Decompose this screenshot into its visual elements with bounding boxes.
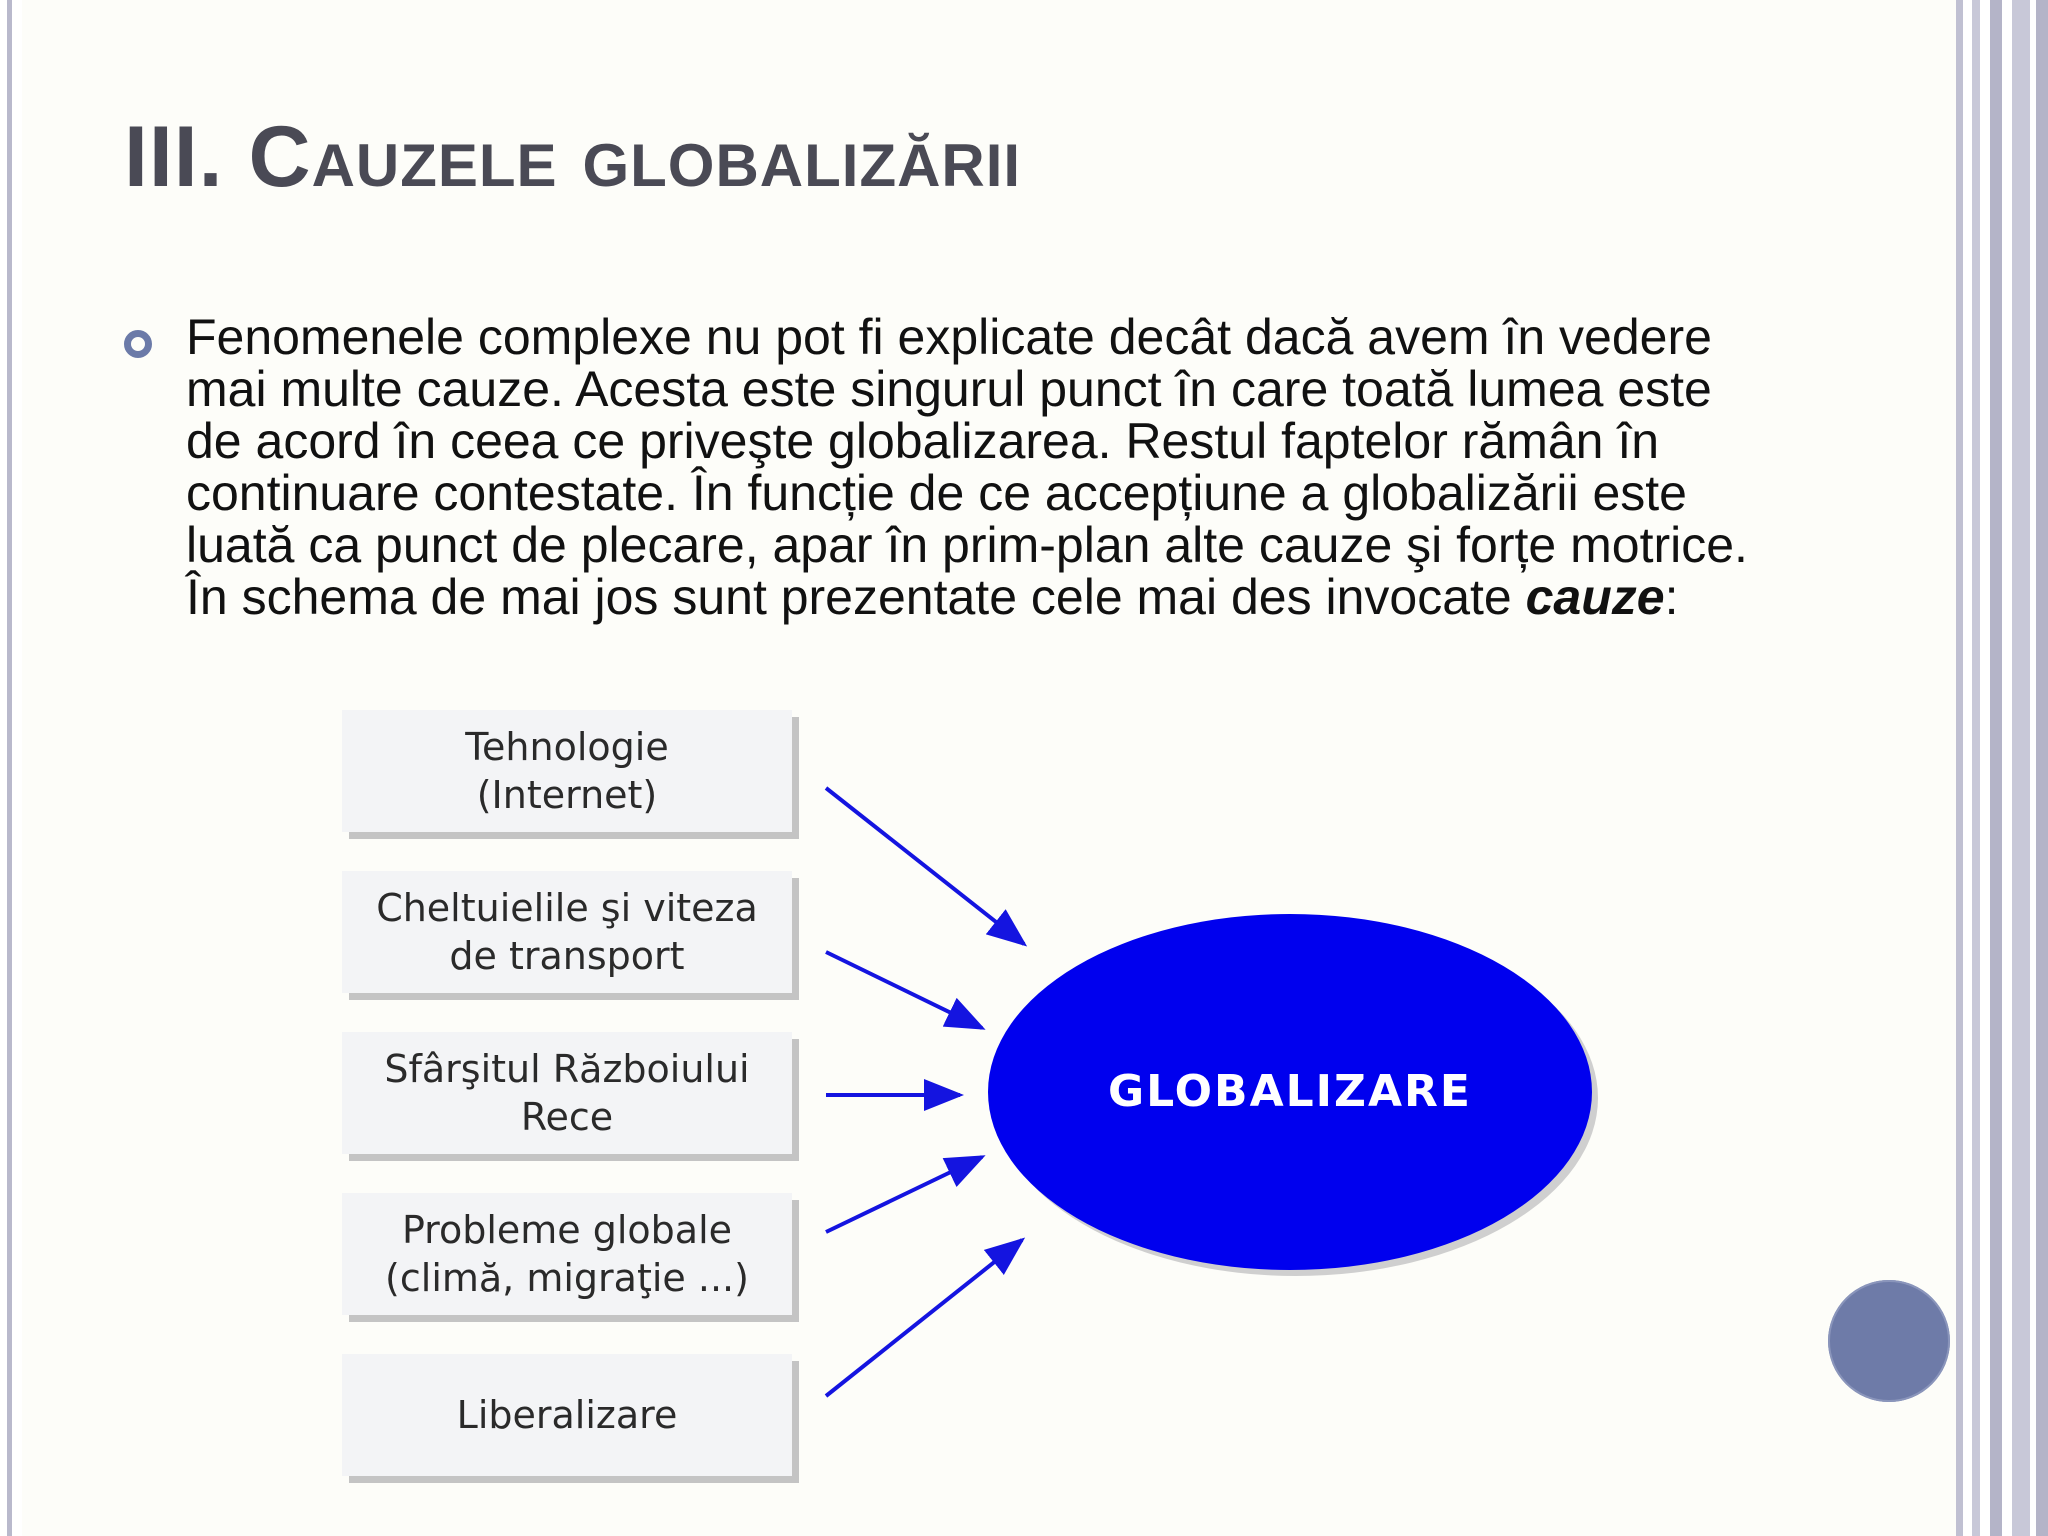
slide-title: III. Cauzele globalizării [124, 109, 1022, 205]
cause-box-liberalizare: Liberalizare [342, 1354, 792, 1476]
body-text-main: Fenomenele complexe nu pot fi explicate decât dacă avem în vedere mai multe cauze. Acesta este singurul punct în care toată lumea este de acord în ceea ce priveşte globalizarea. Restul faptelor rămân în continuare contestate. În funcție de ce accepțiune a globalizării este luată ca punct de plecare, apar în prim-plan alte cauze şi forțe motrice. În schema de mai jos sunt prezentate cele mai des invocate [186, 309, 1748, 625]
cause-box-probleme-globale: Probleme globale (climă, migraţie ...) [342, 1193, 792, 1315]
arrow-probleme-globale [826, 1157, 982, 1232]
slide-nav-circle[interactable] [1828, 1280, 1950, 1402]
cause-box-razboi-rece: Sfârşitul Războiului Rece [342, 1032, 792, 1154]
body-text-end: : [1664, 569, 1679, 625]
cause-box-transport: Cheltuielile şi viteza de transport [342, 871, 792, 993]
arrow-liberalizare [826, 1240, 1022, 1396]
globalizare-label: GLOBALIZARE [1108, 1066, 1472, 1117]
body-text-emphasis: cauze [1525, 569, 1665, 625]
arrow-tehnologie [826, 788, 1024, 944]
arrow-transport [826, 952, 982, 1028]
cause-box-tehnologie: Tehnologie (Internet) [342, 710, 792, 832]
